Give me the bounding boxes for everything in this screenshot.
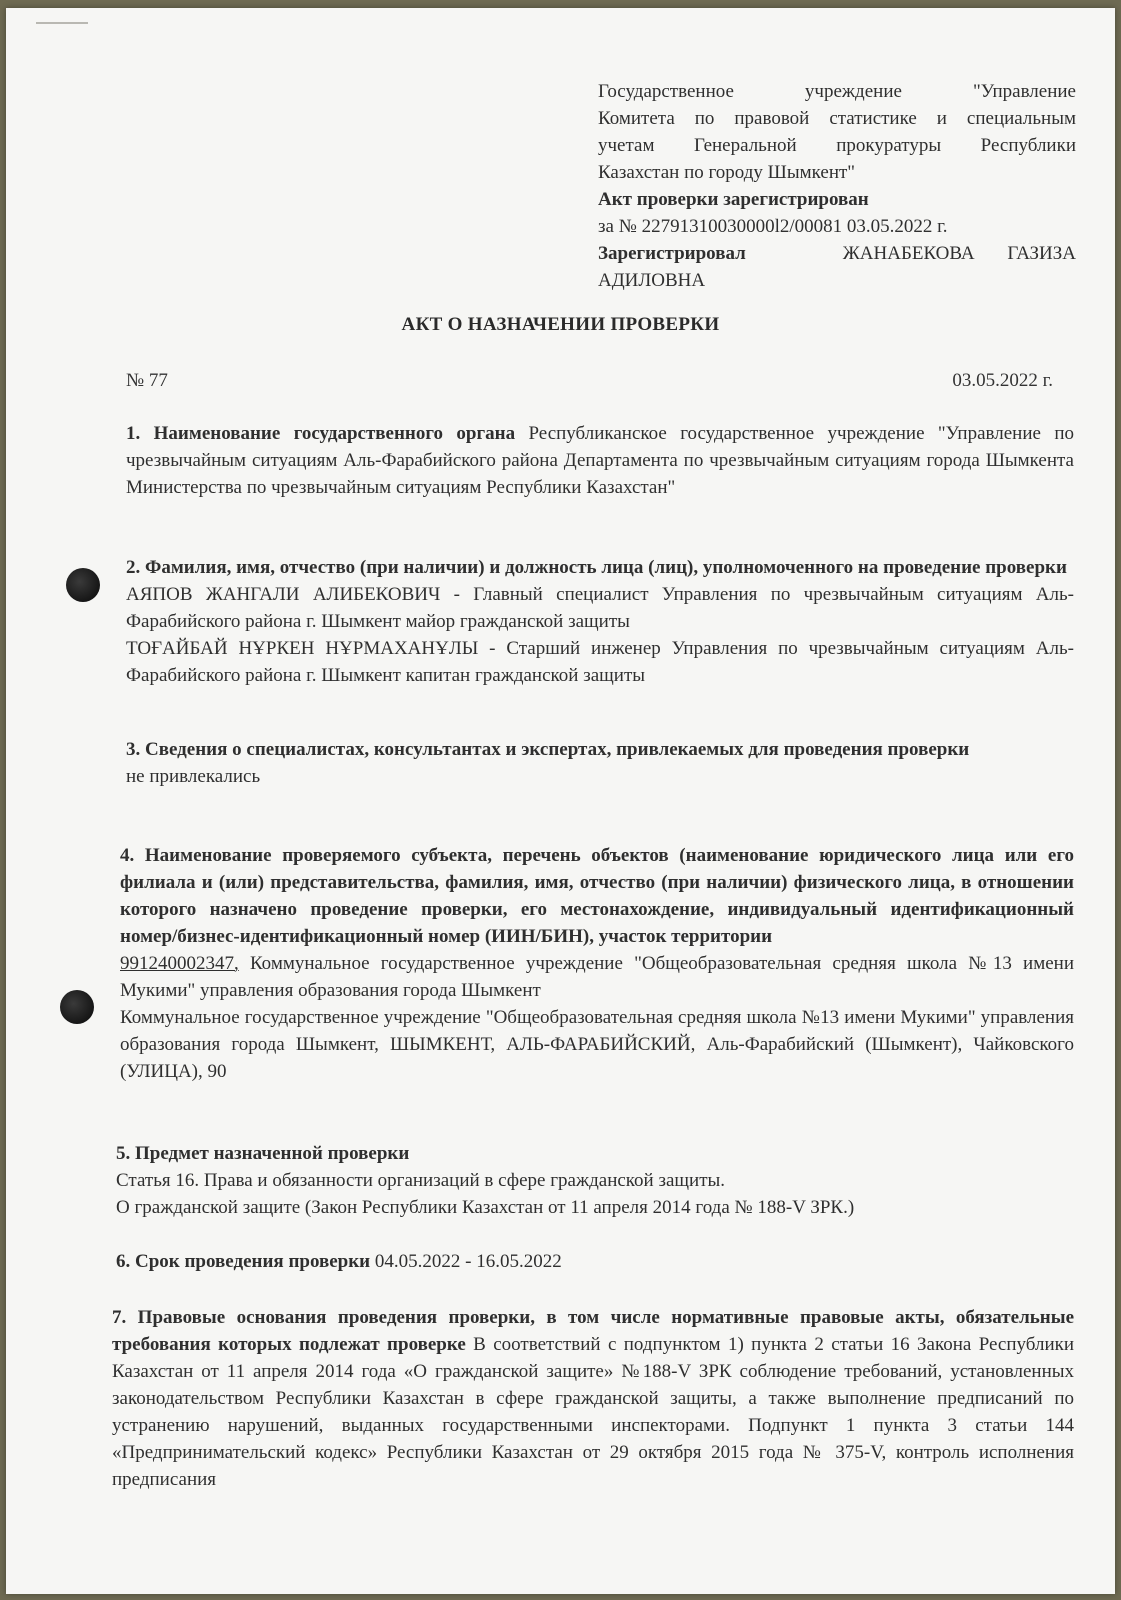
punch-hole-icon xyxy=(66,568,100,602)
section-heading: 4. Наименование проверяемого субъекта, перечень объектов (наименование юридического лица или его филиала и (или) представительства, фамилия, имя, отчество (при наличии) физического лица, в отношении которого назначено проведение проверки, его местонахождение, индивидуальный идентификационный номер/бизнес-идентификационный номер (ИИН/БИН), участок территории xyxy=(120,845,1074,947)
stamp-org-line: учетам Генеральной прокуратуры Республики xyxy=(598,135,1076,156)
document-page xyxy=(6,8,1115,1594)
section-heading: 2. Фамилия, имя, отчество (при наличии) и должность лица (лиц), уполномоченного на проведение проверки xyxy=(126,557,1067,578)
section-heading: 5. Предмет назначенной проверки xyxy=(116,1143,410,1164)
section-line: О гражданской защите (Закон Республики Казахстан от 11 апреля 2014 года № 188-V ЗРК.) xyxy=(116,1197,855,1218)
scratch-mark xyxy=(36,22,88,24)
stamp-registered-number: за № 22791310030000l2/00081 03.05.2022 г. xyxy=(598,216,948,237)
registration-stamp xyxy=(598,78,1076,294)
section-2 xyxy=(126,554,1074,689)
stamp-registrar-row xyxy=(598,240,1076,267)
section-body: Республиканское государственное учреждение "Управление по чрезвычайным ситуациям Аль-Фарабийского района Департамента по чрезвычайным ситуациям города Шымкента Министерства по чрезвычайным ситуациям Республики Казахстан" xyxy=(126,423,1075,498)
stamp-org-line: Государственное учреждение "Управление xyxy=(598,81,1076,102)
section-body: не привлекались xyxy=(126,766,261,787)
section-period: 04.05.2022 - 16.05.2022 xyxy=(374,1251,562,1272)
section-line: Статья 16. Права и обязанности организаций в сфере гражданской защиты. xyxy=(116,1170,726,1191)
stamp-org-line: Комитета по правовой статистике и специальным xyxy=(598,108,1076,129)
section-6 xyxy=(116,1248,1074,1275)
stamp-registrar-name: ЖАНАБЕКОВА ГАЗИЗА xyxy=(842,243,1076,264)
document-date: 03.05.2022 г. xyxy=(952,370,1053,391)
stamp-registered-label: Акт проверки зарегистрирован xyxy=(598,189,869,210)
bin-value: 991240002347, xyxy=(120,953,239,974)
section-heading: 7. Правовые основания проведения проверки, в том числе нормативные правовые акты, обязательные требования которых подлежат проверке xyxy=(112,1307,1074,1355)
document-title: АКТ О НАЗНАЧЕНИИ ПРОВЕРКИ xyxy=(401,314,720,335)
section-7 xyxy=(112,1304,1074,1493)
punch-hole-icon xyxy=(60,990,94,1024)
stamp-registrar-name-2: АДИЛОВНА xyxy=(598,270,706,291)
section-heading: 1. Наименование государственного органа xyxy=(126,423,516,444)
document-number: № 77 xyxy=(126,370,168,391)
section-body: В соответствий с подпунктом 1) пункта 2 статьи 16 Закона Республики Казахстан от 11 апреля 2014 года «О гражданской защите» №188-V ЗРК соблюдение требований, установленных законодательством Республики Казахстан в сфере гражданской защиты, а также выполнение предписаний по устранению нарушений, выданных государственными инспекторами. Подпункт 1 пункта 3 статьи 144 «Предпринимательский кодекс» Республики Казахстан от 29 октября 2015 года № 375-V, контроль исполнения предписания xyxy=(112,1334,1075,1490)
section-1 xyxy=(126,420,1074,501)
section-person: АЯПОВ ЖАНГАЛИ АЛИБЕКОВИЧ - Главный специалист Управления по чрезвычайным ситуациям Аль-Фарабийского района г. Шымкент майор гражданской защиты xyxy=(126,584,1074,632)
section-3 xyxy=(126,736,1074,790)
section-5 xyxy=(116,1140,1074,1221)
section-heading: 6. Срок проведения проверки xyxy=(116,1251,371,1272)
section-heading: 3. Сведения о специалистах, консультантах и экспертах, привлекаемых для проведения проверки xyxy=(126,739,970,760)
section-person: ТОҒАЙБАЙ НҰРКЕН НҰРМАХАНҰЛЫ - Старший инженер Управления по чрезвычайным ситуациям Аль-Фарабийского района г. Шымкент капитан гражданской защиты xyxy=(126,638,1074,686)
stamp-org-line: Казахстан по городу Шымкент" xyxy=(598,162,856,183)
section-4 xyxy=(120,842,1074,1085)
section-subject: Коммунальное государственное учреждение "Общеобразовательная средняя школа №13 имени Мукими" управления образования города Шымкент xyxy=(120,953,1075,1001)
section-object: Коммунальное государственное учреждение "Общеобразовательная средняя школа №13 имени Мукими" управления образования города Шымкент, ШЫМКЕНТ, АЛЬ-ФАРАБИЙСКИЙ, Аль-Фарабийский (Шымкент), Чайковского (УЛИЦА), 90 xyxy=(120,1007,1074,1082)
stamp-registrar-label: Зарегистрировал xyxy=(598,243,746,264)
